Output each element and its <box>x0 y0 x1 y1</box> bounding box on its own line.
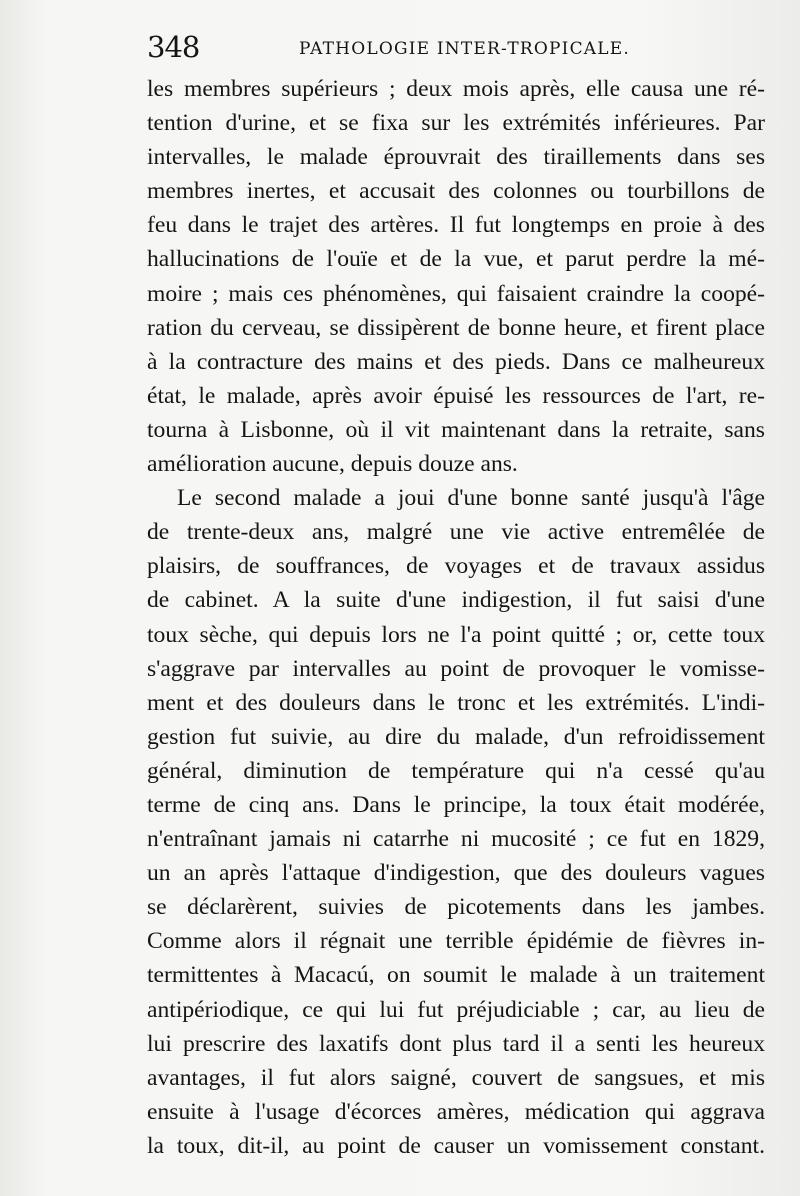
text-line: antipériodique, ce qui lui fut préjudiciable ; car, au lieu de <box>147 996 765 1023</box>
text-line: à la contracture des mains et des pieds. Dans ce malheureux <box>147 348 765 375</box>
text-line: de trente-deux ans, malgré une vie active entremêlée de <box>147 519 765 546</box>
text-line: général, diminution de température qui n'a cessé qu'au <box>147 757 765 784</box>
text-line: terme de cinq ans. Dans le principe, la toux était modérée, <box>147 791 765 818</box>
text-line: ensuite à l'usage d'écorces amères, médication qui aggrava <box>147 1098 765 1125</box>
paragraph-last-line: amélioration aucune, depuis douze ans. <box>147 451 518 478</box>
running-title: PATHOLOGIE INTER-TROPICALE. <box>299 39 630 59</box>
text-line: ration du cerveau, se dissipèrent de bonne heure, et firent place <box>147 314 765 341</box>
text-line: plaisirs, de souffrances, de voyages et de travaux assidus <box>147 553 765 580</box>
text-line: ment et des douleurs dans le tronc et les extrémités. L'indi- <box>147 689 765 716</box>
text-line: membres inertes, et accusait des colonnes ou tourbillons de <box>147 178 765 205</box>
text-line: se déclarèrent, suivies de picotements dans les jambes. <box>147 894 765 921</box>
page-number: 348 <box>147 30 200 64</box>
text-line: de cabinet. A la suite d'une indigestion, il fut saisi d'une <box>147 587 765 614</box>
text-line: s'aggrave par intervalles au point de provoquer le vomisse- <box>147 655 765 682</box>
text-line: Comme alors il régnait une terrible épidémie de fièvres in- <box>147 928 765 955</box>
text-line: toux sèche, qui depuis lors ne l'a point quitté ; or, cette toux <box>147 621 765 648</box>
text-line: les membres supérieurs ; deux mois après, elle causa une ré- <box>147 76 765 102</box>
text-line: lui prescrire des laxatifs dont plus tard il a senti les heureux <box>147 1030 765 1057</box>
text-line: gestion fut suivie, au dire du malade, d'un refroidissement <box>147 723 765 750</box>
text-line: termittentes à Macacú, on soumit le malade à un traitement <box>147 962 765 989</box>
text-line: tention d'urine, et se fixa sur les extrémités inférieures. Par <box>147 110 765 137</box>
text-line: n'entraînant jamais ni catarrhe ni mucosité ; ce fut en 1829, <box>147 826 765 853</box>
page-header <box>147 30 757 70</box>
paragraph-first-line: Le second malade a joui d'une bonne santé jusqu'à l'âge <box>177 485 765 512</box>
text-line: état, le malade, après avoir épuisé les ressources de l'art, re- <box>147 382 765 409</box>
text-line: intervalles, le malade éprouvrait des tiraillements dans ses <box>147 144 765 171</box>
text-line: la toux, dit-il, au point de causer un vomissement constant. <box>147 1132 765 1159</box>
text-line: hallucinations de l'ouïe et de la vue, et parut perdre la mé- <box>147 246 765 273</box>
text-line: avantages, il fut alors saigné, couvert de sangsues, et mis <box>147 1064 765 1091</box>
text-line: moire ; mais ces phénomènes, qui faisaient craindre la coopé- <box>147 280 765 307</box>
text-line: un an après l'attaque d'indigestion, que des douleurs vagues <box>147 860 765 887</box>
body-text <box>147 72 765 1163</box>
text-line: feu dans le trajet des artères. Il fut longtemps en proie à des <box>147 212 765 239</box>
text-line: tourna à Lisbonne, où il vit maintenant dans la retraite, sans <box>147 416 765 443</box>
